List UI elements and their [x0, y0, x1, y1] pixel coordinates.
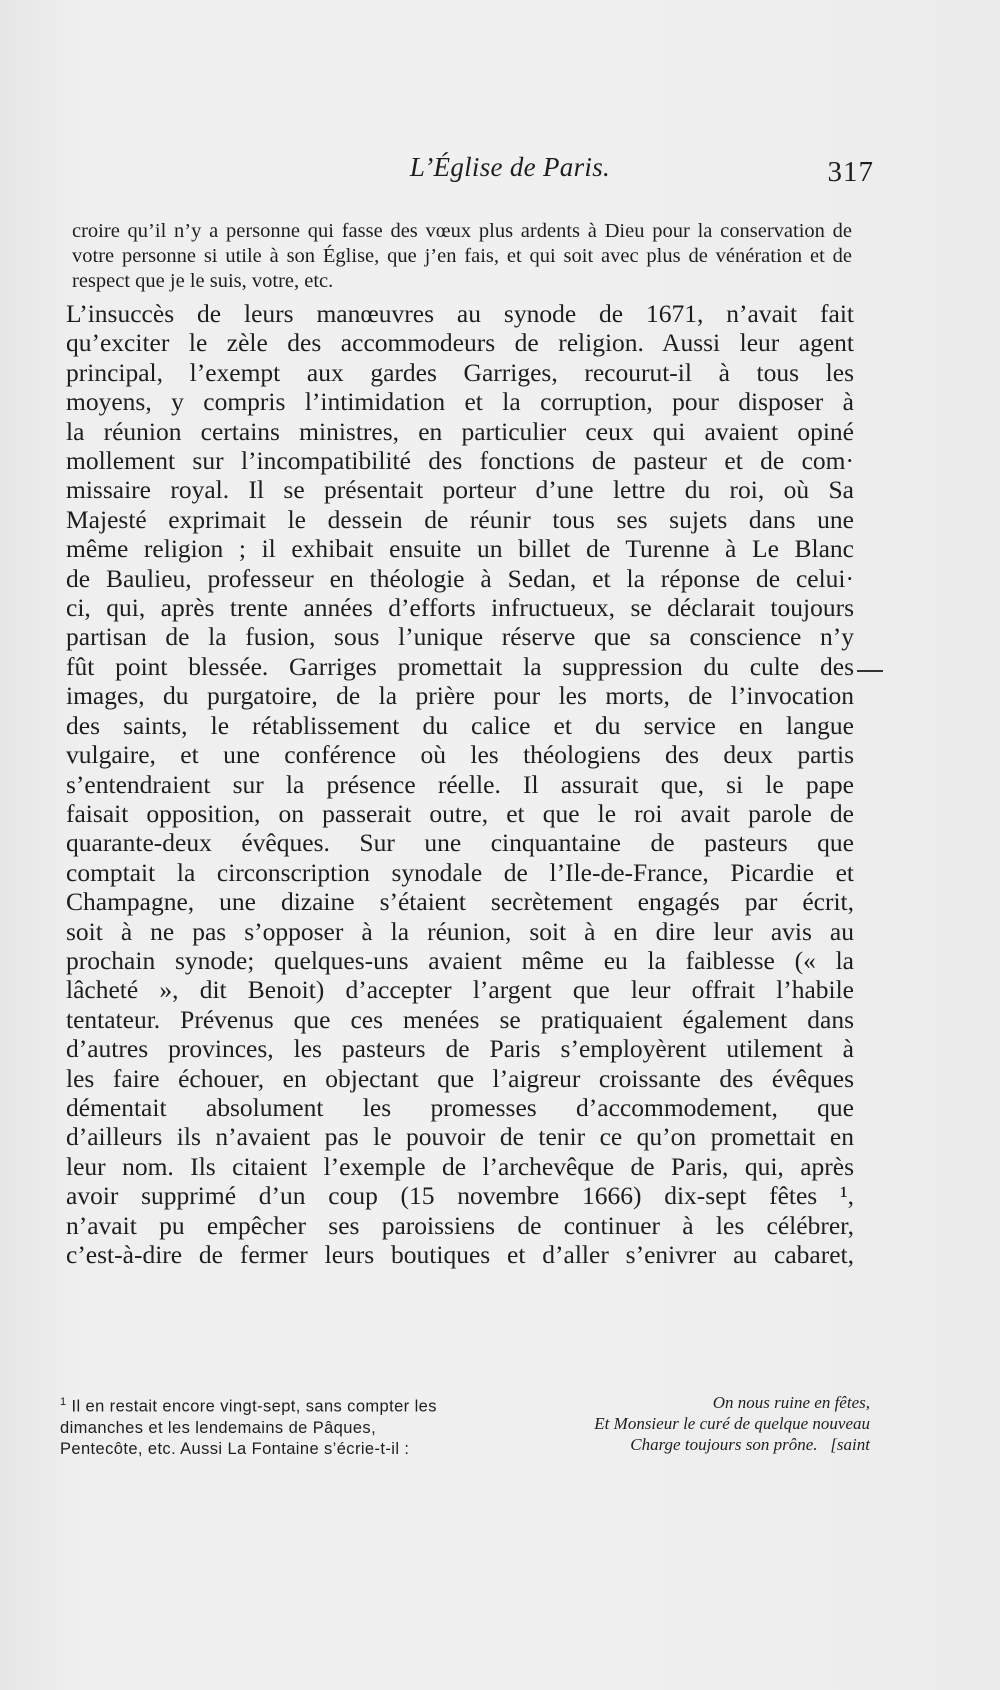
- text-line: de Baulieu, professeur en théologie à Sedan, et la réponse de celui·: [66, 563, 854, 593]
- text-line: tentateur. Prévenus que ces menées se pratiquaient également dans: [66, 1004, 854, 1034]
- text-line: les faire échouer, en objectant que l’aigreur croissante des évêques: [66, 1063, 854, 1093]
- text-line: n’avait pu empêcher ses paroissiens de continuer à les célébrer,: [66, 1210, 854, 1240]
- text-line: comptait la circonscription synodale de l’Ile-de-France, Picardie et: [66, 857, 854, 887]
- verse-line: Et Monsieur le curé de quelque nouveau: [594, 1414, 870, 1433]
- footnote-verse: [470, 1392, 870, 1455]
- text-line: partisan de la fusion, sous l’unique réserve que sa conscience n’y: [66, 622, 854, 652]
- running-title: L’Église de Paris.: [409, 152, 611, 182]
- text-line: des saints, le rétablissement du calice et du service en langue: [66, 710, 854, 740]
- text-line: fût point blessée. Garriges promettait la suppression du culte des: [66, 651, 854, 681]
- text-line: L’insuccès de leurs manœuvres au synode de 1671, n’avait fait: [66, 299, 854, 328]
- footnote-text: Il en restait encore vingt-sept, sans compter les dimanches et les lendemains de Pâques, Pentecôte, etc. Aussi La Fontaine s’écrie-t-il :: [60, 1397, 437, 1458]
- verse-line-text: Charge toujours son prône.: [630, 1435, 818, 1454]
- text-line: principal, l’exempt aux gardes Garriges, recourut-il à tous les: [66, 357, 854, 387]
- text-line: d’autres provinces, les pasteurs de Paris s’employèrent utilement à: [66, 1034, 854, 1064]
- text-line: images, du purgatoire, de la prière pour les morts, de l’invocation: [66, 681, 854, 711]
- text-line: faisait opposition, on passerait outre, et que le roi avait parole de: [66, 798, 854, 828]
- margin-dash: [857, 670, 883, 672]
- footnotes: [60, 1392, 870, 1482]
- text-line: vulgaire, et une conférence où les théologiens des deux partis: [66, 740, 854, 770]
- main-paragraph: [66, 299, 854, 1269]
- text-line: d’ailleurs ils n’avaient pas le pouvoir de tenir ce qu’on promettait en: [66, 1122, 854, 1152]
- verse-continuation: [saint: [830, 1435, 870, 1454]
- text-line: la réunion certains ministres, en particulier ceux qui avaient opiné: [66, 416, 854, 446]
- footnote-left: [60, 1392, 450, 1460]
- verse-line: On nous ruine en fêtes,: [712, 1393, 870, 1412]
- text-line: moyens, y compris l’intimidation et la corruption, pour disposer à: [66, 387, 854, 417]
- text-line: Champagne, une dizaine s’étaient secrètement engagés par écrit,: [66, 887, 854, 917]
- text-line: mollement sur l’incompatibilité des fonctions de pasteur et de com·: [66, 446, 854, 476]
- text-line: s’entendraient sur la présence réelle. Il assurait que, si le pape: [66, 769, 854, 799]
- page-number: 317: [827, 156, 874, 188]
- text-line: lâcheté », dit Benoit) d’accepter l’argent que leur offrait l’habile: [66, 975, 854, 1005]
- text-line: prochain synode; quelques-uns avaient même eu la faiblesse (« la: [66, 945, 854, 975]
- verse-line: [470, 1434, 870, 1455]
- letter-closing-paragraph: croire qu’il n’y a personne qui fasse des vœux plus ardents à Dieu pour la conservation de votre personne si utile à son Église, que j’en fais, et qui soit avec plus de vénération et de respect que je le suis, votre, etc.: [72, 219, 852, 292]
- text-line: soit à ne pas s’opposer à la réunion, soit à en dire leur avis au: [66, 916, 854, 946]
- footnote-marker: 1: [60, 1396, 67, 1408]
- page-header: [60, 152, 874, 192]
- text-line: c’est-à-dire de fermer leurs boutiques et d’aller s’enivrer au cabaret,: [66, 1240, 854, 1269]
- text-line: ci, qui, après trente années d’efforts infructueux, se déclarait toujours: [66, 593, 854, 623]
- text-line: leur nom. Ils citaient l’exemple de l’archevêque de Paris, qui, après: [66, 1151, 854, 1181]
- text-line: avoir supprimé d’un coup (15 novembre 1666) dix-sept fêtes ¹,: [66, 1181, 854, 1211]
- text-line: même religion ; il exhibait ensuite un billet de Turenne à Le Blanc: [66, 534, 854, 564]
- text-line: quarante-deux évêques. Sur une cinquantaine de pasteurs que: [66, 828, 854, 858]
- text-line: démentait absolument les promesses d’accommodement, que: [66, 1092, 854, 1122]
- text-line: Majesté exprimait le dessein de réunir tous ses sujets dans une: [66, 504, 854, 534]
- text-line: missaire royal. Il se présentait porteur d’une lettre du roi, où Sa: [66, 475, 854, 505]
- text-line: qu’exciter le zèle des accommodeurs de religion. Aussi leur agent: [66, 328, 854, 358]
